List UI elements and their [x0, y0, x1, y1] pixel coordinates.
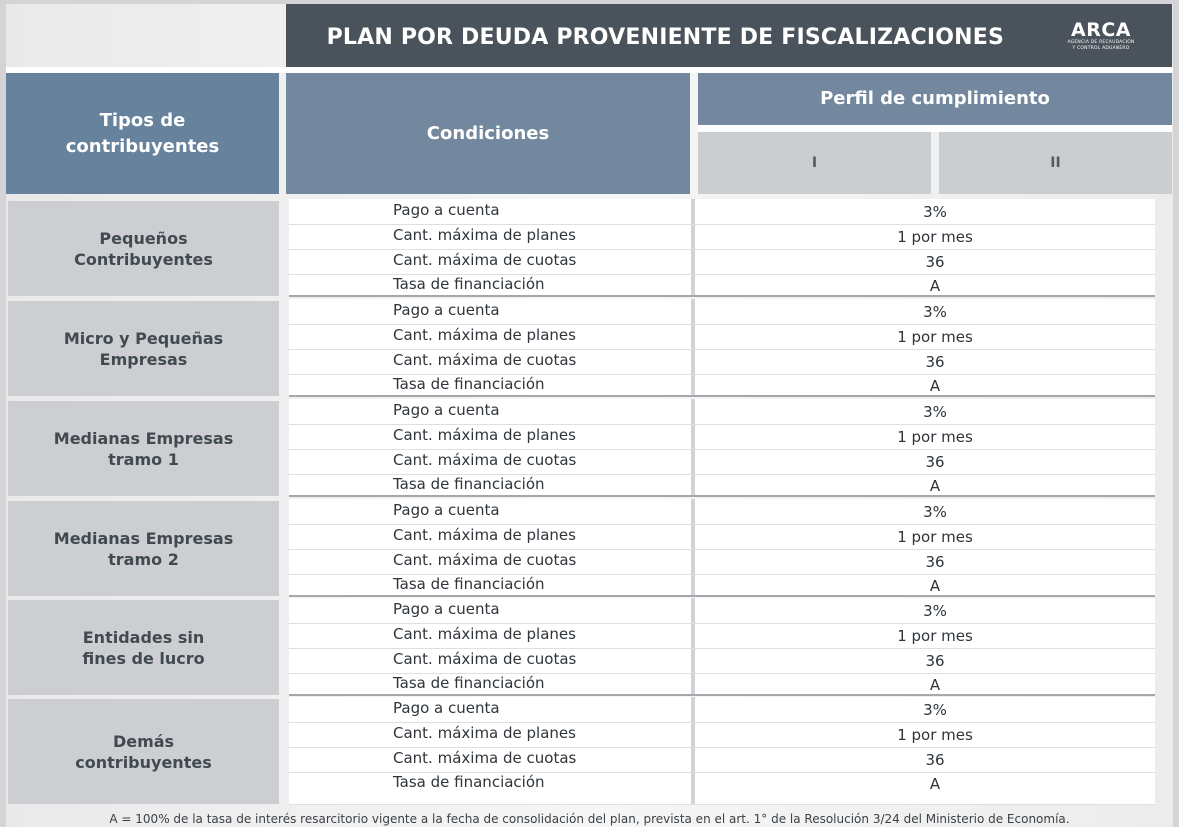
group-label-text: [74, 228, 213, 270]
condition-cell: Cant. máxima de cuotas: [393, 649, 577, 668]
value-cell: 1 por mes: [897, 725, 973, 744]
group-label-line-1: Micro y Pequeñas: [63, 328, 224, 348]
header-perfil-ii: II: [939, 132, 1172, 194]
header-condiciones: Condiciones: [286, 73, 690, 194]
column-separator: [691, 598, 695, 695]
header-tipos-contribuyentes: [6, 73, 279, 194]
condition-cell: Pago a cuenta: [393, 501, 500, 519]
column-separator: [691, 299, 695, 396]
condition-cell: Cant. máxima de planes: [393, 525, 576, 544]
condition-cell: Cant. máxima de cuotas: [393, 250, 577, 269]
value-cell: 1 por mes: [897, 626, 973, 645]
value-cell: A: [929, 377, 941, 396]
group-label-line-2: tramo 2: [108, 549, 179, 569]
group-label: [8, 301, 279, 396]
condition-cell: Cant. máxima de planes: [393, 225, 576, 244]
value-cell: 3%: [923, 303, 947, 321]
group-label-line-2: Empresas: [99, 349, 188, 369]
value-cell: 1 por mes: [897, 227, 973, 246]
logo-subtitle-2: Y CONTROL ADUANERO: [1072, 46, 1130, 51]
value-cell: 36: [925, 750, 945, 769]
condition-cell: Cant. máxima de cuotas: [393, 350, 577, 369]
group-label-text: [54, 428, 233, 470]
condition-cell: Tasa de financiación: [393, 575, 545, 594]
arca-logo: [1046, 20, 1156, 60]
condition-cell: Cant. máxima de planes: [393, 325, 576, 344]
column-separator: [691, 697, 695, 804]
value-cell: 1 por mes: [897, 327, 973, 346]
header-perfil-cumplimiento: Perfil de cumplimiento: [698, 73, 1172, 125]
group-label: [8, 699, 279, 804]
group-label: [8, 201, 279, 296]
condition-cell: Cant. máxima de cuotas: [393, 550, 577, 569]
value-cell: 3%: [923, 403, 947, 421]
condition-cell: Tasa de financiación: [393, 773, 545, 792]
group-label-line-1: Medianas Empresas: [53, 528, 234, 548]
group-label: [8, 401, 279, 496]
value-cell: A: [929, 477, 941, 496]
condition-cell: Cant. máxima de cuotas: [393, 450, 577, 469]
condition-cell: Cant. máxima de planes: [393, 624, 576, 643]
group-label-line-1: Pequeños: [99, 228, 188, 248]
value-cell: A: [929, 775, 941, 794]
logo-wordmark: ARCA: [1071, 19, 1131, 41]
value-cell: 36: [925, 252, 945, 271]
group-label-line-2: fines de lucro: [82, 648, 205, 668]
group-label: [8, 501, 279, 596]
group-divider: [289, 595, 1155, 597]
column-separator: [691, 499, 695, 596]
group-label-line-1: Medianas Empresas: [53, 428, 234, 448]
condition-cell: Tasa de financiación: [393, 475, 545, 494]
condition-cell: Pago a cuenta: [393, 600, 500, 618]
group-label-text: [82, 627, 204, 669]
title-bar: [286, 4, 1172, 67]
group-divider: [289, 295, 1155, 297]
condition-cell: Pago a cuenta: [393, 699, 500, 717]
column-separator: [691, 199, 695, 296]
condition-cell: Cant. máxima de planes: [393, 425, 576, 444]
group-label: [8, 600, 279, 695]
condition-cell: Tasa de financiación: [393, 275, 545, 294]
value-cell: A: [929, 577, 941, 596]
group-label-text: [64, 328, 223, 370]
group-label-line-2: tramo 1: [108, 449, 179, 469]
header-tipos-line-2: contribuyentes: [65, 135, 220, 157]
value-cell: 3%: [923, 602, 947, 620]
value-cell: 36: [925, 452, 945, 471]
header-strip: [698, 125, 1172, 132]
condition-cell: Cant. máxima de planes: [393, 723, 576, 742]
condition-cell: Tasa de financiación: [393, 375, 545, 394]
header-perfil-i: I: [698, 132, 931, 194]
value-cell: 36: [925, 552, 945, 571]
condition-cell: Tasa de financiación: [393, 674, 545, 693]
group-label-line-1: Demás: [112, 731, 175, 751]
group-label-text: [54, 528, 233, 570]
value-cell: 1 por mes: [897, 527, 973, 546]
value-cell: 36: [925, 352, 945, 371]
group-label-line-2: Contribuyentes: [74, 249, 213, 269]
value-cell: 3%: [923, 701, 947, 719]
group-label-line-1: Entidades sin: [82, 627, 205, 647]
value-cell: A: [929, 277, 941, 296]
value-cell: A: [929, 676, 941, 695]
logo-subtitle-1: AGENCIA DE RECAUDACIÓN: [1067, 40, 1135, 45]
footnote: A = 100% de la tasa de interés resarcitorio vigente a la fecha de consolidación del plan, prevista en el art. 1° de la Resolución 3/24 del Ministerio de Economía.: [109, 812, 1070, 826]
frame-right: [1173, 0, 1179, 827]
page-title: PLAN POR DEUDA PROVENIENTE DE FISCALIZACIONES: [326, 25, 1004, 50]
condition-cell: Pago a cuenta: [393, 401, 500, 419]
group-divider: [289, 495, 1155, 497]
group-divider: [289, 694, 1155, 696]
group-label-text: [75, 731, 211, 773]
table-bottom-line: [289, 804, 1155, 805]
header-tipos-line-1: Tipos de: [99, 109, 186, 131]
value-cell: 36: [925, 651, 945, 670]
condition-cell: Cant. máxima de cuotas: [393, 748, 577, 767]
condition-cell: Pago a cuenta: [393, 301, 500, 319]
group-divider: [289, 395, 1155, 397]
value-cell: 3%: [923, 203, 947, 221]
group-label-line-2: contribuyentes: [75, 752, 212, 772]
condition-cell: Pago a cuenta: [393, 201, 500, 219]
value-cell: 3%: [923, 503, 947, 521]
value-cell: 1 por mes: [897, 427, 973, 446]
column-separator: [691, 399, 695, 496]
